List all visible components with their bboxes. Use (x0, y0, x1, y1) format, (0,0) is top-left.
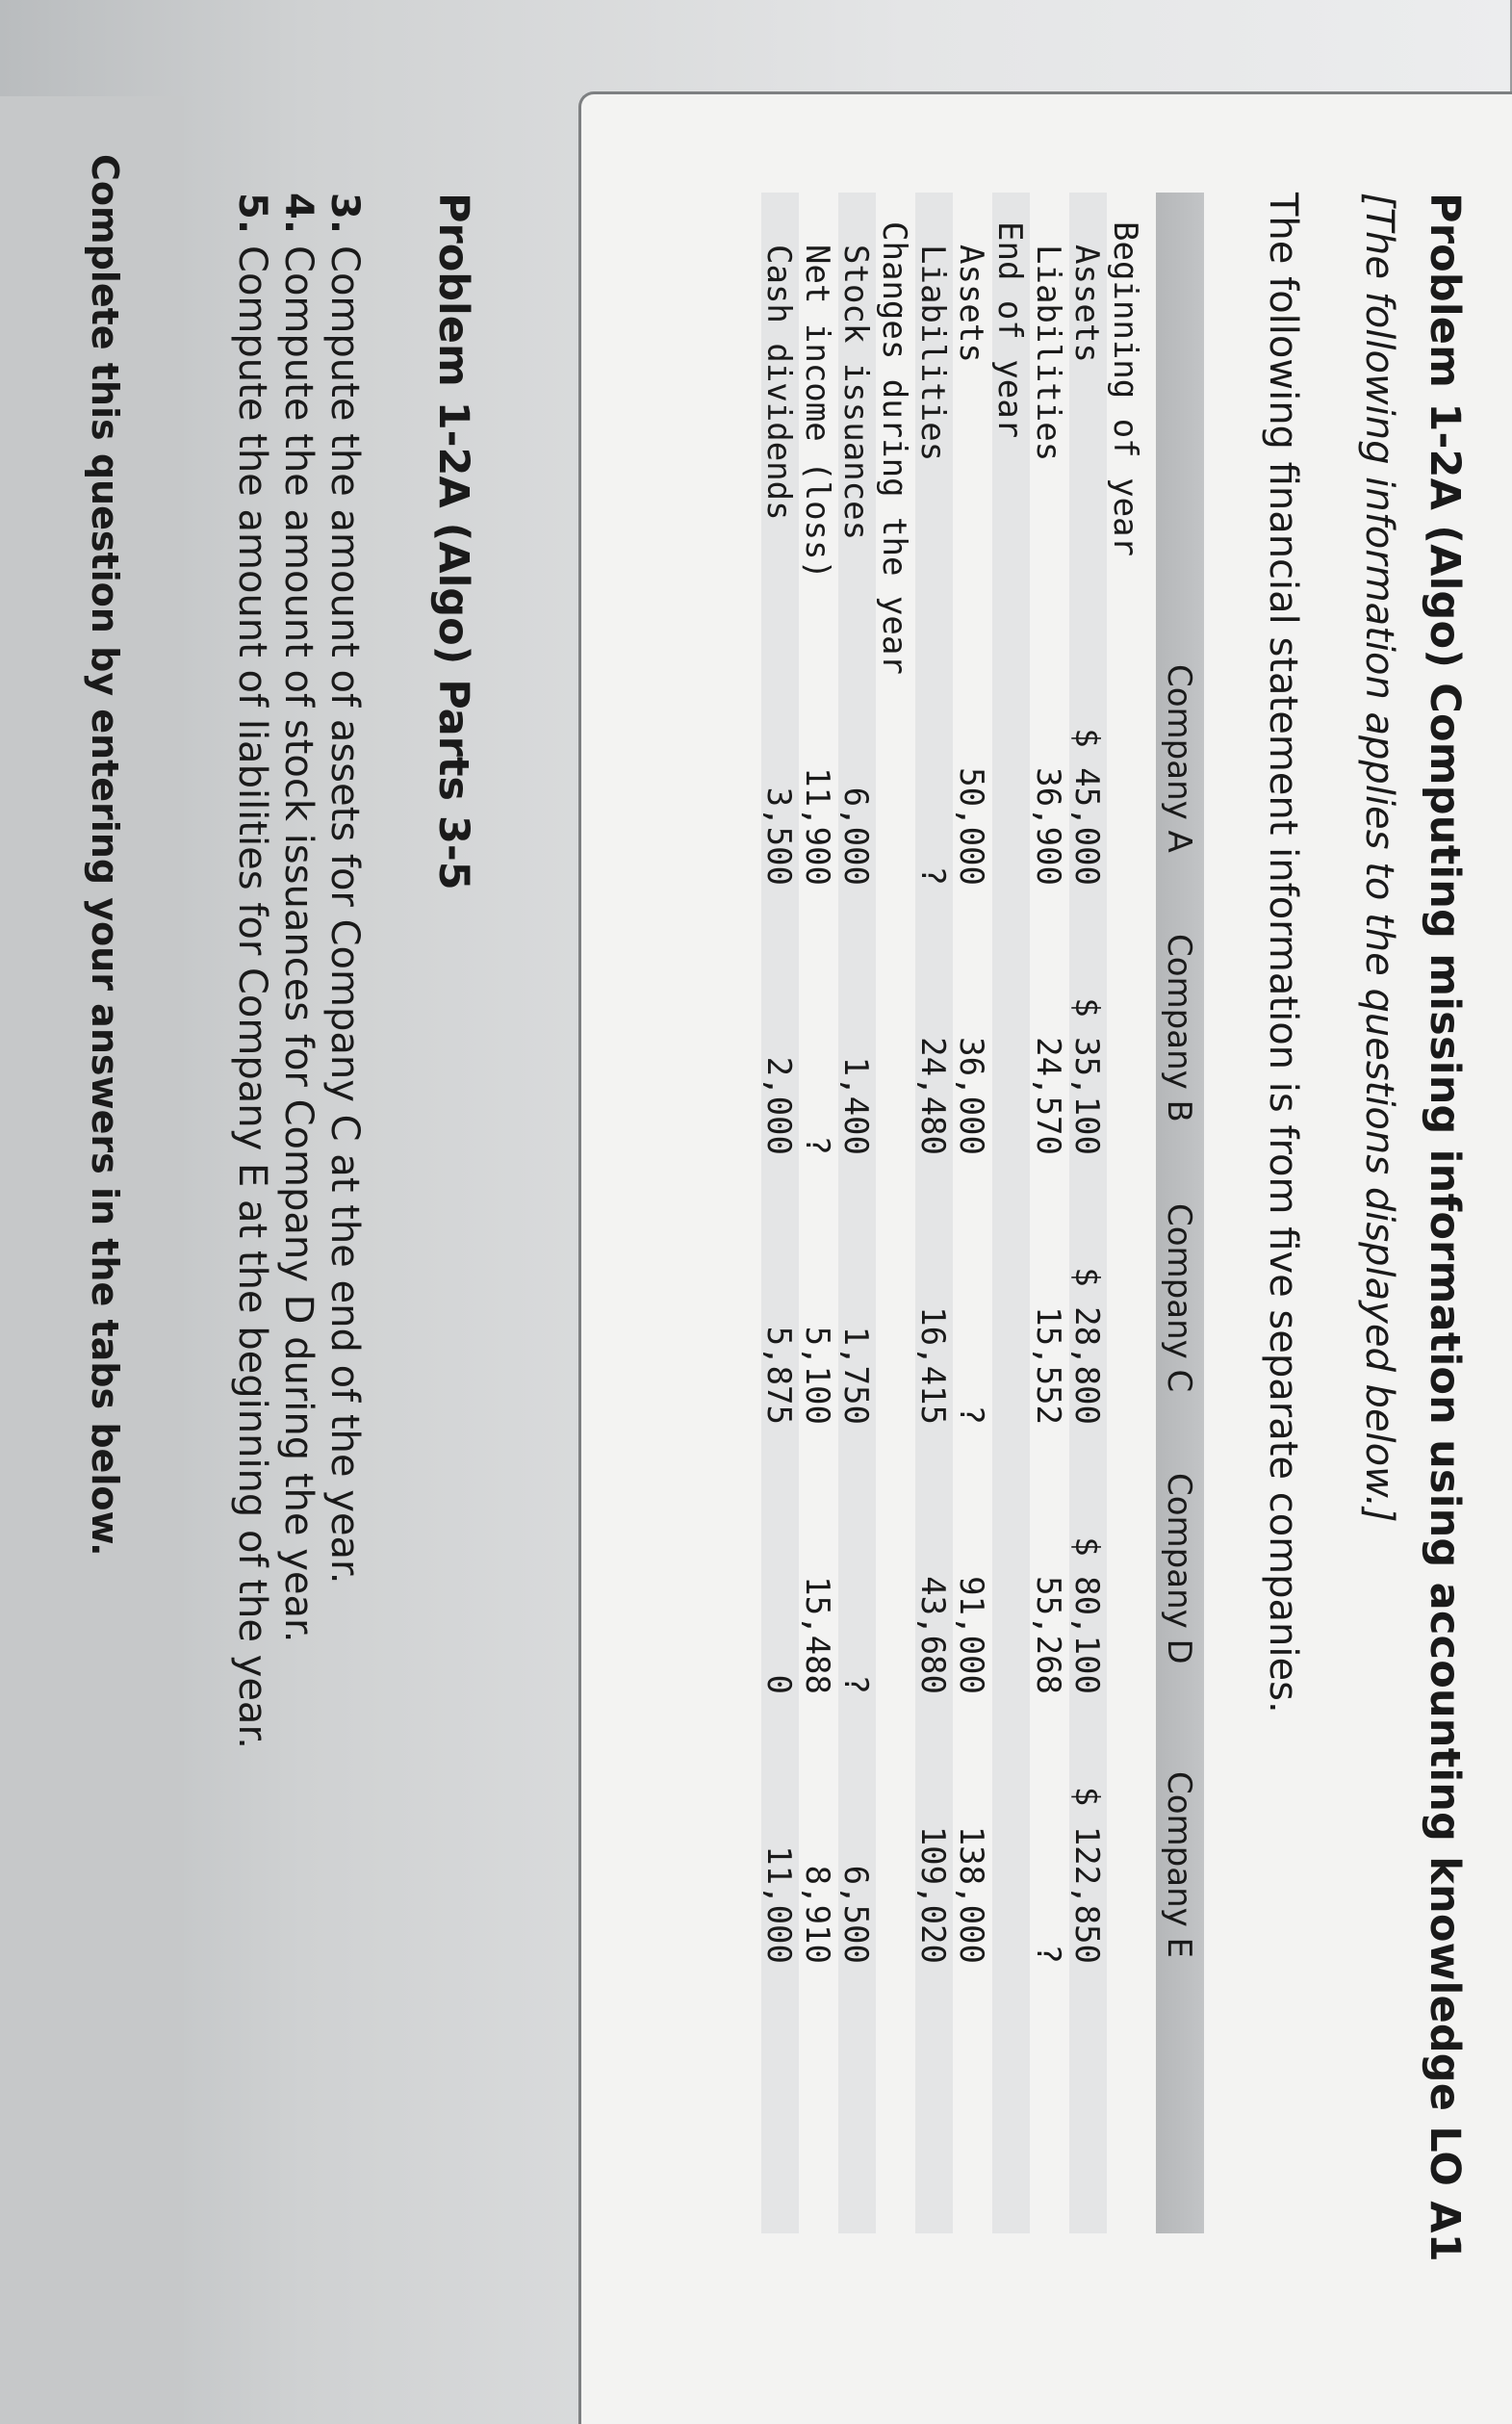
problem-title: Problem 1-2A (Algo) Computing missing information using accounting knowledge LO A1 (1421, 193, 1469, 2262)
question-text: Compute the amount of liabilities for Company E at the beginning of the year. (230, 245, 274, 1749)
table-cell: 11,000 (759, 1845, 798, 1964)
table-header (1156, 193, 1204, 2233)
table-cell: 8,910 (798, 1865, 836, 1964)
column-header-company-c: Company C (1160, 1203, 1198, 1393)
complete-instruction: Complete this question by entering your answers in the tabs below. (84, 154, 126, 1557)
table-cell: $ 35,100 (1067, 997, 1106, 1155)
table-cell: 3,500 (759, 787, 798, 886)
table-cell: 5,100 (798, 1326, 836, 1425)
table-cell: 1,400 (836, 1056, 875, 1155)
problem-note: [The following information applies to the questions displayed below.] (1357, 193, 1401, 1523)
column-header-company-b: Company B (1160, 934, 1198, 1122)
question-number: 3. (322, 193, 367, 235)
column-header-company-a: Company A (1160, 664, 1198, 853)
column-header-company-d: Company D (1160, 1473, 1198, 1664)
table-cell: 15,488 (798, 1576, 836, 1694)
question-number: 5. (230, 193, 274, 235)
table-cell: 16,415 (913, 1306, 952, 1425)
table-cell: 0 (759, 1674, 798, 1694)
table-cell: 6,000 (836, 787, 875, 886)
table-cell: 6,500 (836, 1865, 875, 1964)
question-text: Compute the amount of stock issuances for Company D during the year. (276, 245, 320, 1643)
question-3 (322, 193, 367, 1584)
table-cell: 2,000 (759, 1056, 798, 1155)
row-stripe (992, 193, 1030, 2233)
table-cell: 1,750 (836, 1326, 875, 1425)
question-number: 4. (276, 193, 320, 235)
table-cell: ? (952, 1405, 990, 1425)
table-cell: ? (836, 1674, 875, 1694)
row-label: Assets (1067, 245, 1106, 363)
table-cell: ? (1029, 1944, 1067, 1964)
question-4 (276, 193, 320, 1643)
row-label: Liabilities (1029, 245, 1067, 462)
column-header-company-e: Company E (1160, 1771, 1198, 1959)
table-cell: ? (913, 865, 952, 886)
row-label: Stock issuances (836, 245, 875, 541)
table-cell: 109,020 (913, 1825, 952, 1964)
question-text: Compute the amount of assets for Company C at the end of the year. (322, 245, 367, 1585)
table-cell: 15,552 (1029, 1306, 1067, 1425)
table-cell: 36,000 (952, 1037, 990, 1155)
row-label: Net income (loss) (798, 245, 836, 580)
problem-intro: The following financial statement information is from five separate companies. (1261, 193, 1305, 1714)
table-cell: 24,480 (913, 1037, 952, 1155)
row-label: Changes during the year (875, 221, 913, 675)
table-cell: ? (798, 1135, 836, 1155)
table-cell: 91,000 (952, 1576, 990, 1694)
table-cell: 43,680 (913, 1576, 952, 1694)
row-label: End of year (990, 221, 1029, 439)
table-cell: $ 28,800 (1067, 1267, 1106, 1425)
table-cell: $ 45,000 (1067, 728, 1106, 886)
question-5 (230, 193, 274, 1749)
row-label: Liabilities (913, 245, 952, 462)
row-label: Assets (952, 245, 990, 363)
parts-title: Problem 1-2A (Algo) Parts 3-5 (429, 193, 477, 890)
table-cell: $ 80,100 (1067, 1536, 1106, 1694)
table-cell: 11,900 (798, 767, 836, 886)
table-cell: 36,900 (1029, 767, 1067, 886)
row-label: Beginning of year (1106, 221, 1144, 556)
table-cell: 24,570 (1029, 1037, 1067, 1155)
table-cell: 5,875 (759, 1326, 798, 1425)
table-cell: 138,000 (952, 1825, 990, 1964)
table-cell: 50,000 (952, 767, 990, 886)
row-label: Cash dividends (759, 245, 798, 521)
table-cell: $ 122,850 (1067, 1786, 1106, 1964)
table-cell: 55,268 (1029, 1576, 1067, 1694)
